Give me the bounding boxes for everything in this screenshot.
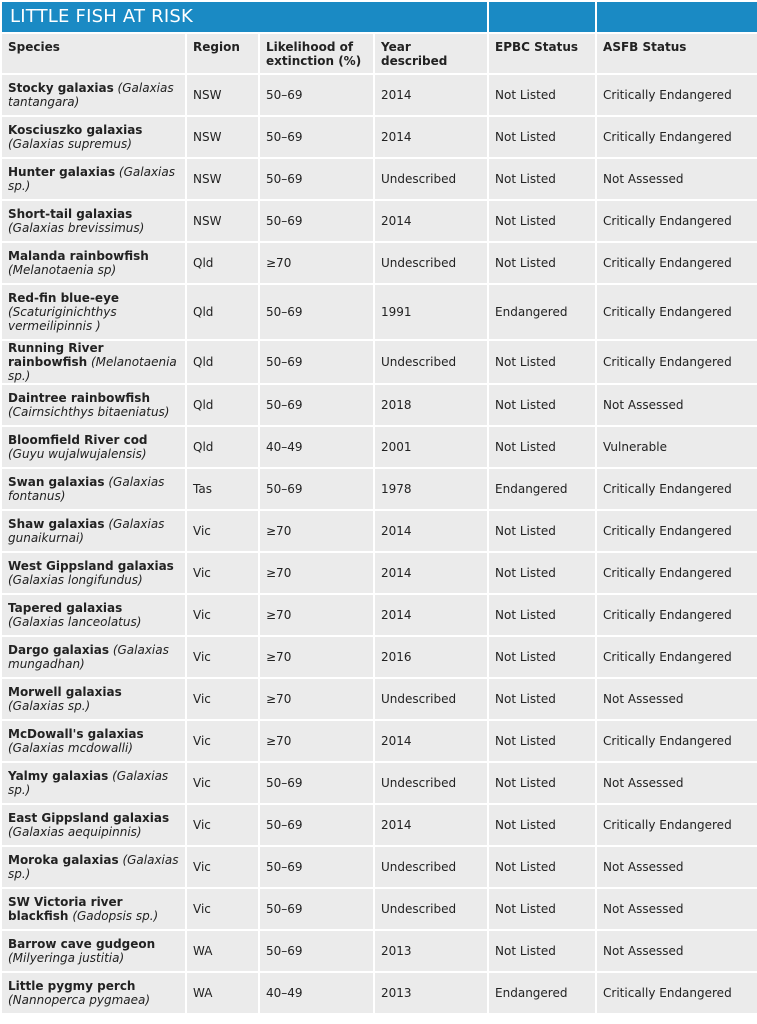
year-cell: 2014 xyxy=(375,117,487,157)
asfb-status-cell: Not Assessed xyxy=(597,679,757,719)
table-row xyxy=(2,721,757,761)
species-common-name: East Gippsland galaxias xyxy=(8,811,170,825)
asfb-status-cell: Critically Endangered xyxy=(597,973,757,1013)
year-cell: 2001 xyxy=(375,427,487,467)
year-cell: Undescribed xyxy=(375,159,487,199)
species-common-name: Dargo galaxias xyxy=(8,643,109,657)
region-cell: NSW xyxy=(187,159,258,199)
table-row xyxy=(2,847,757,887)
species-common-name: SW Victoria river blackfish xyxy=(8,895,123,923)
year-cell: 2014 xyxy=(375,805,487,845)
table-title: LITTLE FISH AT RISK xyxy=(2,2,487,32)
epbc-status-cell: Not Listed xyxy=(489,889,595,929)
likelihood-cell: ≥70 xyxy=(260,679,373,719)
year-cell: Undescribed xyxy=(375,341,487,383)
asfb-status-cell: Not Assessed xyxy=(597,847,757,887)
year-cell: 1978 xyxy=(375,469,487,509)
species-cell xyxy=(2,931,185,971)
species-common-name: Bloomfield River cod xyxy=(8,433,148,447)
header-species: Species xyxy=(2,34,185,73)
region-cell: WA xyxy=(187,931,258,971)
epbc-status-cell: Endangered xyxy=(489,469,595,509)
table-row xyxy=(2,341,757,383)
epbc-status-cell: Not Listed xyxy=(489,511,595,551)
year-cell: 2014 xyxy=(375,511,487,551)
species-cell xyxy=(2,553,185,593)
epbc-status-cell: Not Listed xyxy=(489,159,595,199)
asfb-status-cell: Not Assessed xyxy=(597,385,757,425)
header-likelihood: Likelihood of extinction (%) xyxy=(260,34,373,73)
region-cell: NSW xyxy=(187,117,258,157)
epbc-status-cell: Not Listed xyxy=(489,805,595,845)
asfb-status-cell: Critically Endangered xyxy=(597,341,757,383)
species-cell xyxy=(2,847,185,887)
region-cell: NSW xyxy=(187,75,258,115)
epbc-status-cell: Not Listed xyxy=(489,595,595,635)
species-scientific-name: (Melanotaenia sp) xyxy=(8,263,117,277)
table-row xyxy=(2,637,757,677)
species-cell xyxy=(2,341,185,383)
region-cell: Vic xyxy=(187,805,258,845)
species-cell xyxy=(2,511,185,551)
species-common-name: Stocky galaxias xyxy=(8,81,114,95)
epbc-status-cell: Not Listed xyxy=(489,117,595,157)
likelihood-cell: 50–69 xyxy=(260,805,373,845)
species-scientific-name: (Galaxias sp.) xyxy=(8,769,169,797)
epbc-status-cell: Not Listed xyxy=(489,847,595,887)
species-cell xyxy=(2,243,185,283)
species-scientific-name: (Galaxias gunaikurnai) xyxy=(8,517,165,545)
asfb-status-cell: Critically Endangered xyxy=(597,595,757,635)
region-cell: Tas xyxy=(187,469,258,509)
epbc-status-cell: Not Listed xyxy=(489,721,595,761)
table-row xyxy=(2,201,757,241)
species-cell xyxy=(2,805,185,845)
species-scientific-name: (Galaxias fontanus) xyxy=(8,475,165,503)
table-row xyxy=(2,385,757,425)
epbc-status-cell: Not Listed xyxy=(489,553,595,593)
title-row xyxy=(2,2,757,32)
asfb-status-cell: Critically Endangered xyxy=(597,637,757,677)
table-row xyxy=(2,763,757,803)
year-cell: 2014 xyxy=(375,201,487,241)
region-cell: Vic xyxy=(187,553,258,593)
year-cell: Undescribed xyxy=(375,679,487,719)
species-common-name: Swan galaxias xyxy=(8,475,105,489)
species-scientific-name: (Cairnsichthys bitaeniatus) xyxy=(8,405,170,419)
species-scientific-name: (Galaxias mungadhan) xyxy=(8,643,169,671)
header-row xyxy=(2,34,757,73)
species-common-name: Shaw galaxias xyxy=(8,517,105,531)
table-row xyxy=(2,973,757,1013)
species-scientific-name: (Guyu wujalwujalensis) xyxy=(8,447,147,461)
epbc-status-cell: Not Listed xyxy=(489,385,595,425)
asfb-status-cell: Not Assessed xyxy=(597,931,757,971)
likelihood-cell: 50–69 xyxy=(260,341,373,383)
species-common-name: Yalmy galaxias xyxy=(8,769,109,783)
year-cell: 2013 xyxy=(375,973,487,1013)
table-row xyxy=(2,511,757,551)
region-cell: Vic xyxy=(187,763,258,803)
likelihood-cell: 40–49 xyxy=(260,973,373,1013)
title-spacer xyxy=(489,2,595,32)
species-scientific-name: (Galaxias sp.) xyxy=(8,853,179,881)
species-common-name: Daintree rainbowfish xyxy=(8,391,150,405)
likelihood-cell: 50–69 xyxy=(260,159,373,199)
species-scientific-name: (Galaxias lanceolatus) xyxy=(8,615,142,629)
asfb-status-cell: Critically Endangered xyxy=(597,805,757,845)
species-cell xyxy=(2,637,185,677)
species-common-name: West Gippsland galaxias xyxy=(8,559,174,573)
asfb-status-cell: Critically Endangered xyxy=(597,75,757,115)
region-cell: Vic xyxy=(187,637,258,677)
asfb-status-cell: Not Assessed xyxy=(597,889,757,929)
species-common-name: Moroka galaxias xyxy=(8,853,119,867)
likelihood-cell: ≥70 xyxy=(260,721,373,761)
species-scientific-name: (Scaturiginichthys vermeilipinnis ) xyxy=(8,305,117,333)
species-scientific-name: (Galaxias tantangara) xyxy=(8,81,174,109)
species-cell xyxy=(2,595,185,635)
asfb-status-cell: Not Assessed xyxy=(597,159,757,199)
likelihood-cell: 50–69 xyxy=(260,847,373,887)
table-row xyxy=(2,427,757,467)
likelihood-cell: ≥70 xyxy=(260,511,373,551)
header-region: Region xyxy=(187,34,258,73)
epbc-status-cell: Endangered xyxy=(489,973,595,1013)
species-cell xyxy=(2,117,185,157)
species-scientific-name: (Melanotaenia sp.) xyxy=(8,355,177,383)
region-cell: NSW xyxy=(187,201,258,241)
region-cell: Qld xyxy=(187,243,258,283)
species-common-name: Running River rainbowfish xyxy=(8,341,104,369)
species-scientific-name: (Nannoperca pygmaea) xyxy=(8,993,151,1007)
species-cell xyxy=(2,285,185,339)
likelihood-cell: 50–69 xyxy=(260,285,373,339)
year-cell: Undescribed xyxy=(375,243,487,283)
epbc-status-cell: Not Listed xyxy=(489,75,595,115)
likelihood-cell: 50–69 xyxy=(260,931,373,971)
table-row xyxy=(2,159,757,199)
species-cell xyxy=(2,721,185,761)
likelihood-cell: 50–69 xyxy=(260,117,373,157)
region-cell: Qld xyxy=(187,285,258,339)
epbc-status-cell: Not Listed xyxy=(489,341,595,383)
header-asfb: ASFB Status xyxy=(597,34,757,73)
year-cell: 2014 xyxy=(375,721,487,761)
species-common-name: Short-tail galaxias xyxy=(8,207,133,221)
species-scientific-name: (Galaxias sp.) xyxy=(8,699,91,713)
species-common-name: McDowall's galaxias xyxy=(8,727,144,741)
region-cell: Vic xyxy=(187,721,258,761)
species-common-name: Red-fin blue-eye xyxy=(8,291,120,305)
table-row xyxy=(2,469,757,509)
region-cell: Qld xyxy=(187,427,258,467)
species-cell xyxy=(2,763,185,803)
species-cell xyxy=(2,159,185,199)
year-cell: Undescribed xyxy=(375,889,487,929)
likelihood-cell: 40–49 xyxy=(260,427,373,467)
region-cell: Vic xyxy=(187,679,258,719)
species-common-name: Morwell galaxias xyxy=(8,685,122,699)
likelihood-cell: ≥70 xyxy=(260,553,373,593)
region-cell: Vic xyxy=(187,511,258,551)
asfb-status-cell: Critically Endangered xyxy=(597,201,757,241)
likelihood-cell: 50–69 xyxy=(260,385,373,425)
asfb-status-cell: Critically Endangered xyxy=(597,243,757,283)
table-row xyxy=(2,889,757,929)
species-scientific-name: (Milyeringa justitia) xyxy=(8,951,125,965)
species-cell xyxy=(2,385,185,425)
table-row xyxy=(2,595,757,635)
species-scientific-name: (Galaxias longifundus) xyxy=(8,573,143,587)
year-cell: 2014 xyxy=(375,75,487,115)
region-cell: Vic xyxy=(187,847,258,887)
asfb-status-cell: Critically Endangered xyxy=(597,285,757,339)
table-row xyxy=(2,75,757,115)
likelihood-cell: ≥70 xyxy=(260,637,373,677)
likelihood-cell: 50–69 xyxy=(260,75,373,115)
species-scientific-name: (Galaxias brevissimus) xyxy=(8,221,145,235)
species-cell xyxy=(2,201,185,241)
title-spacer xyxy=(597,2,757,32)
epbc-status-cell: Not Listed xyxy=(489,637,595,677)
likelihood-cell: ≥70 xyxy=(260,595,373,635)
species-common-name: Tapered galaxias xyxy=(8,601,123,615)
species-cell xyxy=(2,973,185,1013)
epbc-status-cell: Not Listed xyxy=(489,679,595,719)
species-common-name: Hunter galaxias xyxy=(8,165,116,179)
species-scientific-name: (Galaxias mcdowalli) xyxy=(8,741,133,755)
epbc-status-cell: Not Listed xyxy=(489,931,595,971)
year-cell: 2016 xyxy=(375,637,487,677)
species-cell xyxy=(2,679,185,719)
table-row xyxy=(2,553,757,593)
asfb-status-cell: Not Assessed xyxy=(597,763,757,803)
species-common-name: Kosciuszko galaxias xyxy=(8,123,143,137)
header-epbc: EPBC Status xyxy=(489,34,595,73)
year-cell: 2013 xyxy=(375,931,487,971)
species-cell xyxy=(2,469,185,509)
likelihood-cell: 50–69 xyxy=(260,201,373,241)
year-cell: Undescribed xyxy=(375,847,487,887)
table-row xyxy=(2,117,757,157)
year-cell: 1991 xyxy=(375,285,487,339)
likelihood-cell: ≥70 xyxy=(260,243,373,283)
header-year: Year described xyxy=(375,34,487,73)
year-cell: 2018 xyxy=(375,385,487,425)
epbc-status-cell: Not Listed xyxy=(489,427,595,467)
table-row xyxy=(2,931,757,971)
likelihood-cell: 50–69 xyxy=(260,469,373,509)
region-cell: Qld xyxy=(187,341,258,383)
species-scientific-name: (Galaxias sp.) xyxy=(8,165,175,193)
asfb-status-cell: Critically Endangered xyxy=(597,117,757,157)
likelihood-cell: 50–69 xyxy=(260,763,373,803)
region-cell: Qld xyxy=(187,385,258,425)
likelihood-cell: 50–69 xyxy=(260,889,373,929)
species-common-name: Barrow cave gudgeon xyxy=(8,937,156,951)
table-row xyxy=(2,243,757,283)
table-body xyxy=(2,75,757,1013)
epbc-status-cell: Not Listed xyxy=(489,201,595,241)
region-cell: Vic xyxy=(187,595,258,635)
year-cell: 2014 xyxy=(375,595,487,635)
region-cell: Vic xyxy=(187,889,258,929)
epbc-status-cell: Not Listed xyxy=(489,763,595,803)
table-row xyxy=(2,285,757,339)
year-cell: 2014 xyxy=(375,553,487,593)
epbc-status-cell: Not Listed xyxy=(489,243,595,283)
year-cell: Undescribed xyxy=(375,763,487,803)
species-cell xyxy=(2,427,185,467)
asfb-status-cell: Critically Endangered xyxy=(597,511,757,551)
asfb-status-cell: Critically Endangered xyxy=(597,721,757,761)
region-cell: WA xyxy=(187,973,258,1013)
species-cell xyxy=(2,75,185,115)
table-row xyxy=(2,679,757,719)
epbc-status-cell: Endangered xyxy=(489,285,595,339)
species-cell xyxy=(2,889,185,929)
species-common-name: Malanda rainbowfish xyxy=(8,249,149,263)
species-scientific-name: (Galaxias aequipinnis) xyxy=(8,825,142,839)
species-common-name: Little pygmy perch xyxy=(8,979,136,993)
species-scientific-name: (Gadopsis sp.) xyxy=(72,909,159,923)
asfb-status-cell: Vulnerable xyxy=(597,427,757,467)
table-row xyxy=(2,805,757,845)
asfb-status-cell: Critically Endangered xyxy=(597,469,757,509)
species-scientific-name: (Galaxias supremus) xyxy=(8,137,132,151)
asfb-status-cell: Critically Endangered xyxy=(597,553,757,593)
